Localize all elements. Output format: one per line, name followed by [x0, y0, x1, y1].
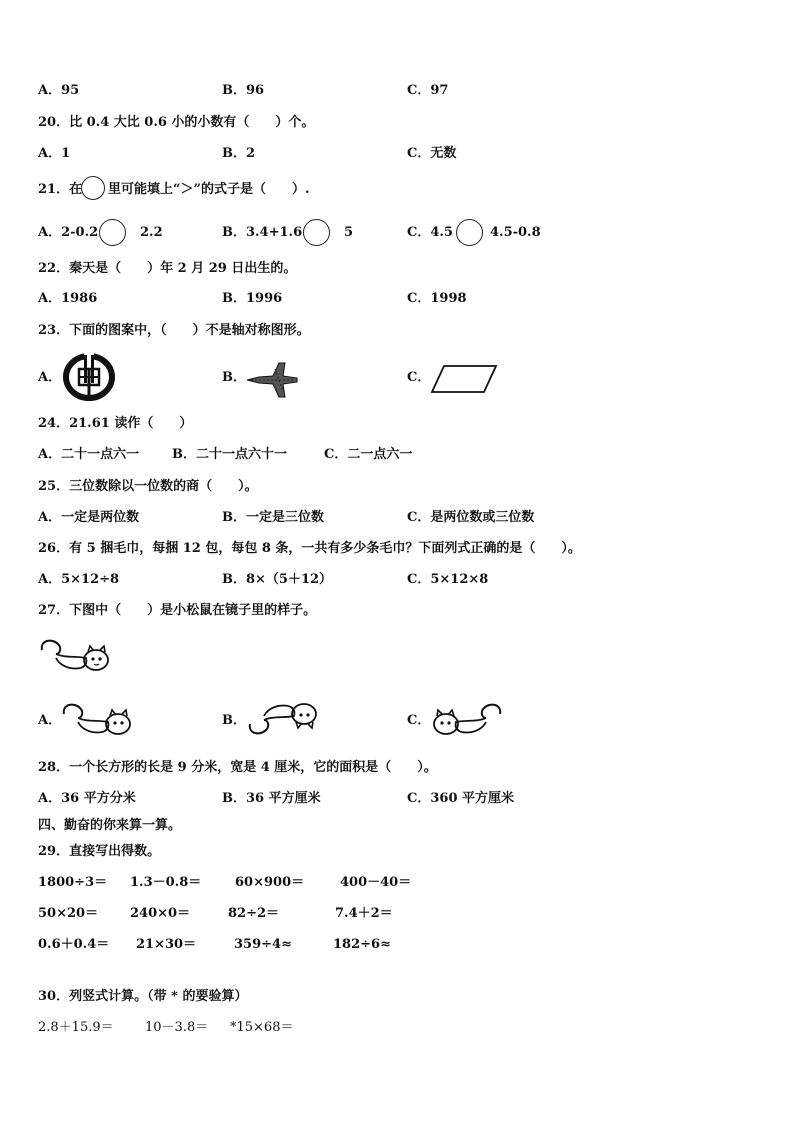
q20-option-a: A．1	[38, 146, 71, 161]
q26-stem: 26．有 5 捆毛巾，每捆 12 包，每包 8 条，一共有多少条毛巾？下面列式正确的是（ ）。	[38, 541, 581, 556]
squirrel-upside-down-icon	[246, 700, 320, 738]
vertical-calc-item: *15×68＝	[230, 1020, 294, 1035]
q23-stem: 23．下面的图案中，（ ）不是轴对称图形。	[38, 323, 310, 338]
calc-item: 50×20＝	[38, 906, 99, 921]
q28-option-b: B．36 平方厘米	[222, 791, 321, 806]
q24-stem: 24．21.61 读作（ ）	[38, 416, 193, 431]
calc-item: 359÷4≈	[234, 937, 292, 952]
q21-option-c-right: 4.5-0.8	[490, 225, 541, 240]
q29-stem: 29．直接写出得数。	[38, 844, 161, 859]
q20-option-c: C．无数	[407, 146, 457, 161]
q22-option-b: B．1996	[222, 291, 283, 306]
q20-option-b: B．2	[222, 146, 256, 161]
q23-option-a: A．	[38, 370, 62, 385]
q25-option-b: B．一定是三位数	[222, 510, 324, 525]
q26-option-a: A．5×12÷8	[38, 572, 120, 587]
q22-option-a: A．1986	[38, 291, 98, 306]
blank-circle	[456, 219, 483, 246]
squirrel-mirrored-icon	[430, 700, 504, 738]
q23-option-b: B．	[222, 370, 246, 385]
calc-item: 7.4＋2＝	[335, 906, 393, 921]
q21-stem-pre: 21．在	[38, 182, 83, 197]
q25-stem: 25．三位数除以一位数的商（ ）。	[38, 479, 258, 494]
q21-option-b-right: 5	[344, 225, 354, 240]
q27-option-c: C．	[407, 713, 431, 728]
q23-option-c: C．	[407, 370, 431, 385]
q22-option-c: C．1998	[407, 291, 467, 306]
q25-option-c: C．是两位数或三位数	[407, 510, 535, 525]
calc-item: 182÷6≈	[333, 937, 391, 952]
q19-option-a: A．95	[38, 83, 80, 98]
q21-option-a-left: A．2-0.2	[38, 225, 99, 240]
q21-stem-post: 里可能填上“＞”的式子是（ ）.	[108, 182, 310, 197]
q22-stem: 22．秦天是（ ）年 2 月 29 日出生的。	[38, 261, 297, 276]
parallelogram-icon	[430, 364, 498, 394]
q30-stem: 30．列竖式计算。（带 * 的要验算）	[38, 989, 248, 1004]
blank-circle	[99, 219, 126, 246]
calc-item: 82÷2＝	[228, 906, 280, 921]
calc-item: 240×0＝	[130, 906, 191, 921]
q21-option-b-left: B．3.4+1.6	[222, 225, 303, 240]
q27-option-a: A．	[38, 713, 62, 728]
calc-item: 60×900＝	[235, 875, 305, 890]
q21-option-c-left: C．4.5	[407, 225, 453, 240]
squirrel-icon	[38, 636, 112, 674]
bank-logo-icon	[63, 353, 115, 401]
calc-item: 1800÷3＝	[38, 875, 108, 890]
vertical-calc-item: 10－3.8＝	[145, 1020, 209, 1035]
q27-option-b: B．	[222, 713, 246, 728]
calc-item: 21×30＝	[136, 937, 197, 952]
q24-option-b: B．二十一点六十一	[172, 447, 287, 462]
calc-item: 400－40＝	[340, 875, 412, 890]
vertical-calc-item: 2.8＋15.9＝	[38, 1020, 114, 1035]
q24-option-a: A．二十一点六一	[38, 447, 140, 462]
q20-stem: 20．比 0.4 大比 0.6 小的小数有（ ）个。	[38, 115, 315, 130]
q28-option-c: C．360 平方厘米	[407, 791, 515, 806]
calc-item: 0.6＋0.4＝	[38, 937, 110, 952]
q24-option-c: C．二一点六一	[324, 447, 413, 462]
calc-item: 1.3－0.8＝	[130, 875, 202, 890]
jet-plane-icon	[245, 359, 299, 401]
squirrel-icon	[60, 700, 134, 738]
blank-circle	[81, 176, 105, 200]
q26-option-b: B．8×（5＋12）	[222, 572, 333, 587]
q28-stem: 28．一个长方形的长是 9 分米，宽是 4 厘米，它的面积是（ ）。	[38, 760, 437, 775]
q19-option-c: C．97	[407, 83, 449, 98]
section-heading: 四、勤奋的你来算一算。	[38, 818, 182, 833]
q27-stem: 27．下图中（ ）是小松鼠在镜子里的样子。	[38, 603, 317, 618]
q25-option-a: A．一定是两位数	[38, 510, 140, 525]
q21-option-a-right: 2.2	[140, 225, 163, 240]
q28-option-a: A．36 平方分米	[38, 791, 136, 806]
blank-circle	[303, 219, 330, 246]
q26-option-c: C．5×12×8	[407, 572, 489, 587]
q19-option-b: B．96	[222, 83, 265, 98]
